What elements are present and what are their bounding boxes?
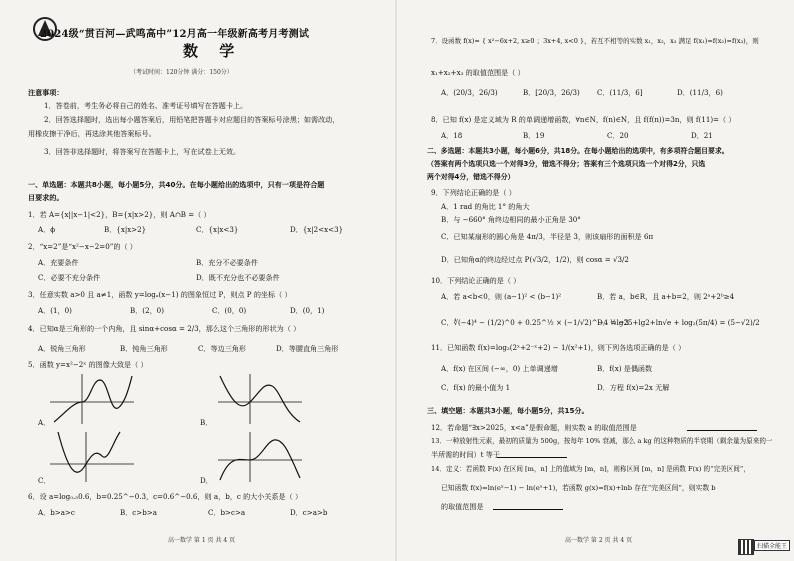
q10-option-d: D．½lg25+lg2+ln√e + log₂(5π/4) = (5−√2)/2 bbox=[597, 318, 760, 327]
q8-option-d: D．21 bbox=[691, 131, 713, 140]
q11-option-b: B．f(x) 是偶函数 bbox=[597, 364, 653, 373]
q2-option-d: D．既不充分也不必要条件 bbox=[196, 273, 280, 282]
q5-label-d: D． bbox=[200, 476, 213, 485]
q8-option-c: C．20 bbox=[607, 131, 629, 140]
q7-option-a: A．(20/3，26/3) bbox=[441, 88, 498, 97]
note-3: 3．回答非选择题时，将答案写在答题卡上，写在试卷上无效。 bbox=[44, 147, 241, 156]
section-3-heading: 三、填空题：本题共3小题，每小题5分，共15分。 bbox=[427, 406, 589, 415]
q2-option-c: C．必要不充分条件 bbox=[38, 273, 101, 282]
q9-option-d: D．已知角α的终边经过点 P(√3/2，1/2)，则 cosα = √3/2 bbox=[441, 255, 629, 264]
q10-option-c: C．∜(−4)⁴ − (1/2)^0 + 0.25^½ × (−1/√2)^−4 = −3 bbox=[441, 318, 629, 327]
q1-option-a: A．ϕ bbox=[38, 225, 56, 234]
q9-option-a: A．1 rad 的角比 1° 的角大 bbox=[441, 202, 530, 211]
question-13-cont: 半所需的时间）t 等于 bbox=[431, 450, 500, 459]
question-14: 14．定义：若函数 F(x) 在区间 [m，n] 上的值域为 [m，n]，则称区间 [m，n] 是函数 F(x) 的“完美区间”， bbox=[431, 465, 750, 473]
exam-title: 2024级“贯百河—武鸣高中”12月高一年级新高考月考测试 bbox=[40, 29, 310, 40]
q1-option-b: B．{x|x>2} bbox=[104, 225, 147, 234]
q7-option-c: C．(11/3，6] bbox=[597, 88, 643, 97]
question-12: 12．若命题“∃x>2025，x<a”是假命题，则实数 a 的取值范围是 bbox=[431, 423, 637, 432]
question-9: 9．下列结论正确的是（ ） bbox=[431, 188, 516, 197]
qr-code-icon bbox=[738, 539, 754, 555]
exam-info: （考试时间：120分钟 满分：150分） bbox=[130, 69, 233, 76]
q7-option-b: B．[20/3，26/3) bbox=[523, 88, 580, 97]
q5-graph-c bbox=[46, 430, 138, 484]
question-3: 3．任意实数 a>0 且 a≠1，函数 y=logₐ(x−1) 的图象恒过 P，则点 P 的坐标（ ） bbox=[28, 290, 292, 299]
question-2: 2．“x=2”是“x²−x−2=0”的（ ） bbox=[28, 242, 137, 251]
q6-option-b: B．c>b>a bbox=[120, 508, 157, 517]
q14-answer-blank bbox=[493, 509, 563, 510]
q4-option-a: A．锐角三角形 bbox=[38, 344, 86, 353]
q9-option-b: B．与 −660° 角终边相同的最小正角是 30° bbox=[441, 215, 581, 224]
q5-label-c: C． bbox=[38, 476, 51, 485]
q5-graph-d bbox=[214, 430, 306, 484]
q8-option-b: B．19 bbox=[523, 131, 545, 140]
question-14-cont-2: 的取值范围是 bbox=[441, 502, 484, 511]
subject-title: 数 学 bbox=[183, 42, 243, 60]
q1-option-d: D．{x|2<x<3} bbox=[290, 225, 344, 234]
question-14-cont: 已知函数 f(x)=ln(eˣ−1) − ln(eˣ+1)，若函数 g(x)=f(x)+lnb 存在“完美区间”，则实数 b bbox=[441, 484, 716, 492]
question-1: 1．若 A={x||x−1|<2}，B={x|x>2}，则 A∩B =（ ） bbox=[28, 210, 211, 219]
q7-option-d: D．(11/3，6) bbox=[677, 88, 723, 97]
q11-option-a: A．f(x) 在区间 (−∞，0) 上单调递增 bbox=[441, 364, 558, 373]
question-6: 6．设 a=log₀.₅0.6，b=0.25^−0.3，c=0.6^−0.6，则 a，b，c 的大小关系是（ ） bbox=[28, 492, 303, 501]
q3-option-a: A．(1，0) bbox=[38, 306, 72, 315]
section-2-note-cont: 两个对得4分，错选不得分） bbox=[427, 173, 515, 181]
q11-option-c: C．f(x) 的最小值为 1 bbox=[441, 383, 511, 392]
question-5: 5．函数 y=x²−2ˣ 的图像大致是（ ） bbox=[28, 360, 148, 369]
section-2-note: （答案有两个选项只选一个对得3分，错选不得分；答案有三个选项只选一个对得2分，只选 bbox=[427, 160, 706, 168]
q10-option-a: A．若 a<b<0，则 (a−1)² < (b−1)² bbox=[441, 292, 562, 301]
exam-page-1 bbox=[0, 0, 395, 561]
q2-option-a: A．充要条件 bbox=[38, 258, 79, 267]
q11-option-d: D．方程 f(x)=2x 无解 bbox=[597, 383, 670, 392]
question-8: 8．已知 f(x) 是定义域为 R 的单调递增函数，∀n∈N，f(n)∈N，且 f(f(n))=3n，则 f(11)=（ ） bbox=[431, 115, 736, 124]
q3-option-b: B．(2，0) bbox=[130, 306, 164, 315]
section-2-heading: 二、多选题：本题共3小题，每小题6分，共18分。在每小题给出的选项中，有多项符合题目要求。 bbox=[427, 147, 729, 155]
q6-option-d: D．c>a>b bbox=[290, 508, 328, 517]
q12-answer-blank bbox=[687, 430, 757, 431]
question-7-cont: x₁+x₂+x₃ 的取值范围是（ ） bbox=[431, 68, 525, 77]
question-4: 4．已知α是三角形的一个内角，且 sinα+cosα = 2/3，那么这个三角形的形状为（ ） bbox=[28, 324, 301, 333]
section-1-heading-cont: 目要求的。 bbox=[28, 193, 64, 202]
q3-option-c: C．(0，0) bbox=[212, 306, 247, 315]
q1-option-c: C．{x|x<3} bbox=[196, 225, 239, 234]
question-13: 13．一种放射性元素，最初的质量为 500g，按每年 10% 衰减，那么 a kg 的这种物质的半衰期（剩余量为原来的一 bbox=[431, 437, 773, 445]
note-2-cont: 用橡皮擦干净后，再选涂其他答案标号。 bbox=[28, 129, 156, 138]
page-2-footer: 高一数学 第 2 页 共 4 页 bbox=[565, 537, 633, 544]
q5-label-b: B． bbox=[200, 418, 213, 427]
q3-option-d: D．(0，1) bbox=[290, 306, 325, 315]
q5-graph-a bbox=[46, 372, 138, 426]
q4-option-b: B．钝角三角形 bbox=[120, 344, 168, 353]
q4-option-d: D．等腰直角三角形 bbox=[276, 344, 339, 353]
notes-heading: 注意事项： bbox=[28, 88, 64, 97]
q4-option-c: C．等边三角形 bbox=[198, 344, 246, 353]
q5-graph-b bbox=[214, 372, 306, 426]
q8-option-a: A．18 bbox=[441, 131, 463, 140]
q10-option-b: B．若 a，b∈R，且 a+b=2，则 2ᵃ+2ᵇ≥4 bbox=[597, 292, 735, 301]
question-7: 7．设函数 f(x)= { x²−6x+2, x≥0 ；3x+4, x<0 }，若互不相等的实数 x₁，x₂，x₃ 满足 f(x₁)=f(x₂)=f(x₃)，则 bbox=[431, 37, 759, 45]
page-1-footer: 高一数学 第 1 页 共 4 页 bbox=[168, 537, 236, 544]
note-1: 1．答卷前，考生务必将自己的姓名、准考证号填写在答题卡上。 bbox=[44, 101, 248, 110]
note-2: 2．回答选择题时，选出每小题答案后，用铅笔把答题卡对应题目的答案标号涂黑；如需改动， bbox=[44, 115, 340, 124]
exam-page-2 bbox=[397, 0, 794, 561]
q6-option-a: A．b>a>c bbox=[38, 508, 75, 517]
scanner-watermark: 扫描全能王 bbox=[754, 540, 790, 551]
q2-option-b: B．充分不必要条件 bbox=[196, 258, 258, 267]
q6-option-c: C．b>c>a bbox=[208, 508, 246, 517]
question-10: 10．下列结论正确的是（ ） bbox=[431, 276, 521, 285]
question-11: 11．已知函数 f(x)=log₂(2ˣ+2⁻ˣ+2) − 1/(x²+1)，则下列各选项正确的是（ ） bbox=[431, 343, 686, 352]
q13-answer-blank bbox=[497, 457, 567, 458]
q9-option-c: C．已知某扇形的圆心角是 4π/3，半径是 3，则该扇形的面积是 6π bbox=[441, 232, 654, 241]
q5-label-a: A． bbox=[38, 418, 51, 427]
section-1-heading: 一、单选题：本题共8小题，每小题5分，共40分。在每小题给出的选项中，只有一项是符合题 bbox=[28, 180, 325, 189]
